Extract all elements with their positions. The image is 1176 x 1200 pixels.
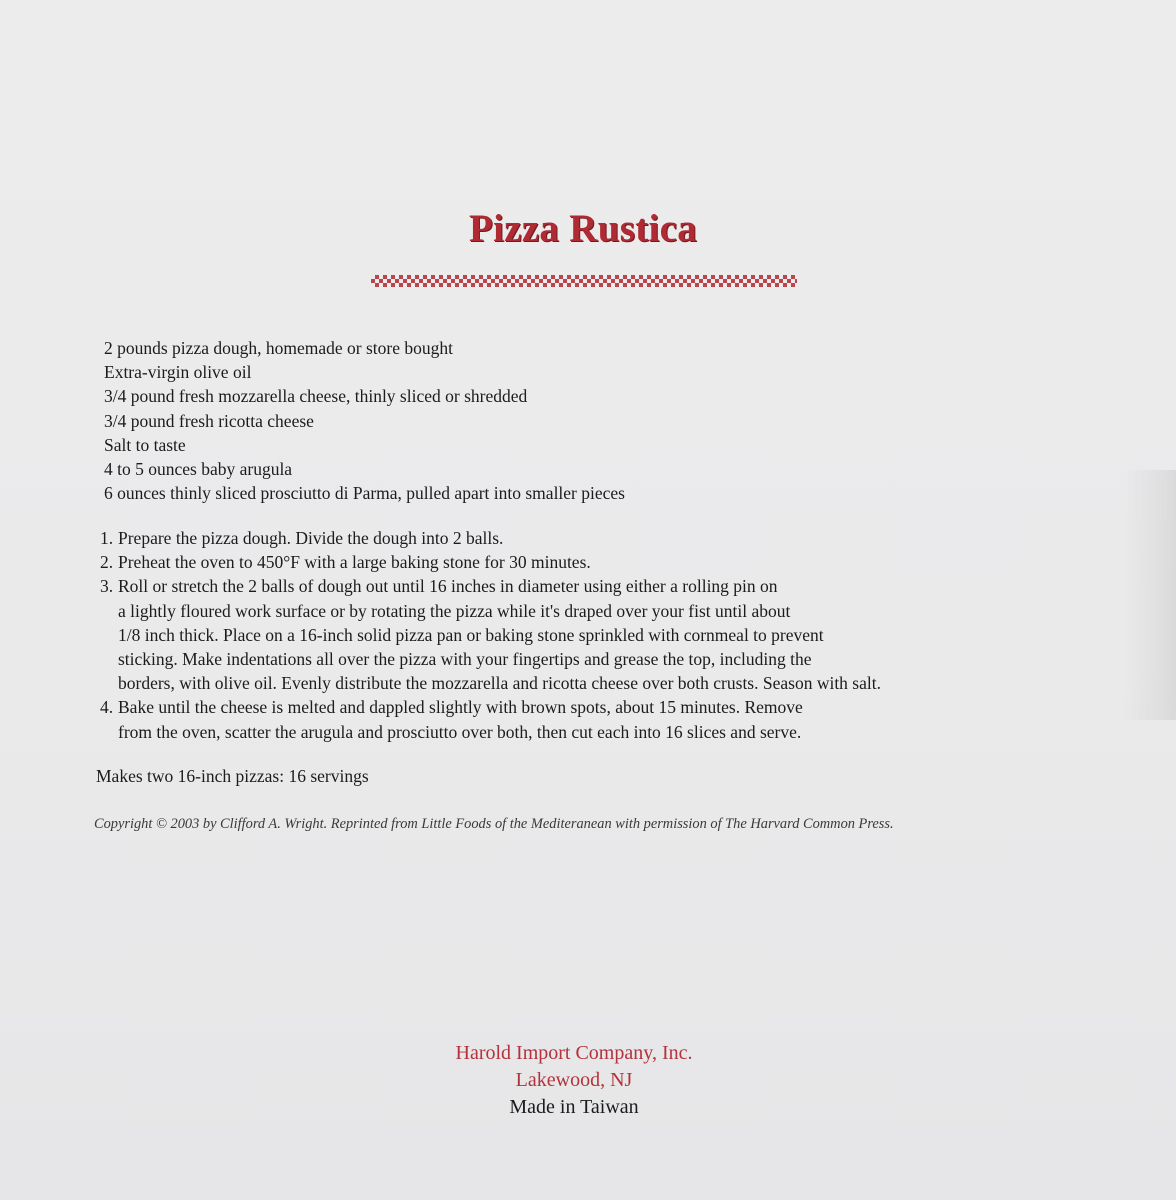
instruction-step [100,574,1080,695]
ingredient-item: 4 to 5 ounces baby arugula [104,459,293,480]
ingredient-item: 2 pounds pizza dough, homemade or store bought [104,338,453,358]
step-text-line: 1/8 inch thick. Place on a 16-inch solid pizza pan or baking stone sprinkled with cornmeal to prevent [118,624,824,645]
ingredient-item: Salt to taste [104,434,186,455]
ingredient-list [104,336,625,505]
page-edge-shadow [1122,470,1176,720]
instruction-step [100,550,1080,574]
recipe-yield: Makes two 16-inch pizzas: 16 servings [96,766,369,786]
step-number: 1. [100,528,114,548]
instruction-step [100,695,1080,743]
copyright-notice: Copyright © 2003 by Clifford A. Wright. Reprinted from Little Foods of the Mediteranean with permission of The Harvard Common Press. [94,816,894,832]
company-name: Harold Import Company, Inc. [455,1042,693,1064]
step-text-line: Bake until the cheese is melted and dappled slightly with brown spots, about 15 minutes. Remove [118,697,803,718]
ingredient-item: Extra-virgin olive oil [104,362,252,383]
ingredient-item: 3/4 pound fresh mozzarella cheese, thinly sliced or shredded [104,386,528,407]
step-number: 2. [100,552,114,573]
ingredient-item: 3/4 pound fresh ricotta cheese [104,410,314,431]
checkered-divider [371,275,797,287]
ingredient-item: 6 ounces thinly sliced prosciutto di Parma, pulled apart into smaller pieces [104,483,625,504]
recipe-title: Pizza Rustica [468,207,698,250]
step-text-line: sticking. Make indentations all over the pizza with your fingertips and grease the top, including the [118,649,812,670]
step-number: 3. [100,576,114,597]
step-text-line: Preheat the oven to 450°F with a large baking stone for 30 minutes. [118,552,591,573]
step-text-line: Roll or stretch the 2 balls of dough out until 16 inches in diameter using either a rolling pin on [118,576,778,597]
step-text-line: from the oven, scatter the arugula and prosciutto over both, then cut each into 16 slices and serve. [118,721,802,742]
company-location: Lakewood, NJ [515,1069,633,1091]
step-text-line: Prepare the pizza dough. Divide the dough into 2 balls. [118,528,504,548]
instruction-list [100,526,1080,744]
instruction-step [100,526,1080,550]
step-text-line: borders, with olive oil. Evenly distribute the mozzarella and ricotta cheese over both crusts. Season with salt. [118,673,881,694]
step-text-line: a lightly floured work surface or by rotating the pizza while it's draped over your fist until about [118,600,791,621]
country-of-origin: Made in Taiwan [509,1096,639,1118]
company-info [0,1040,1162,1121]
step-number: 4. [100,697,114,718]
